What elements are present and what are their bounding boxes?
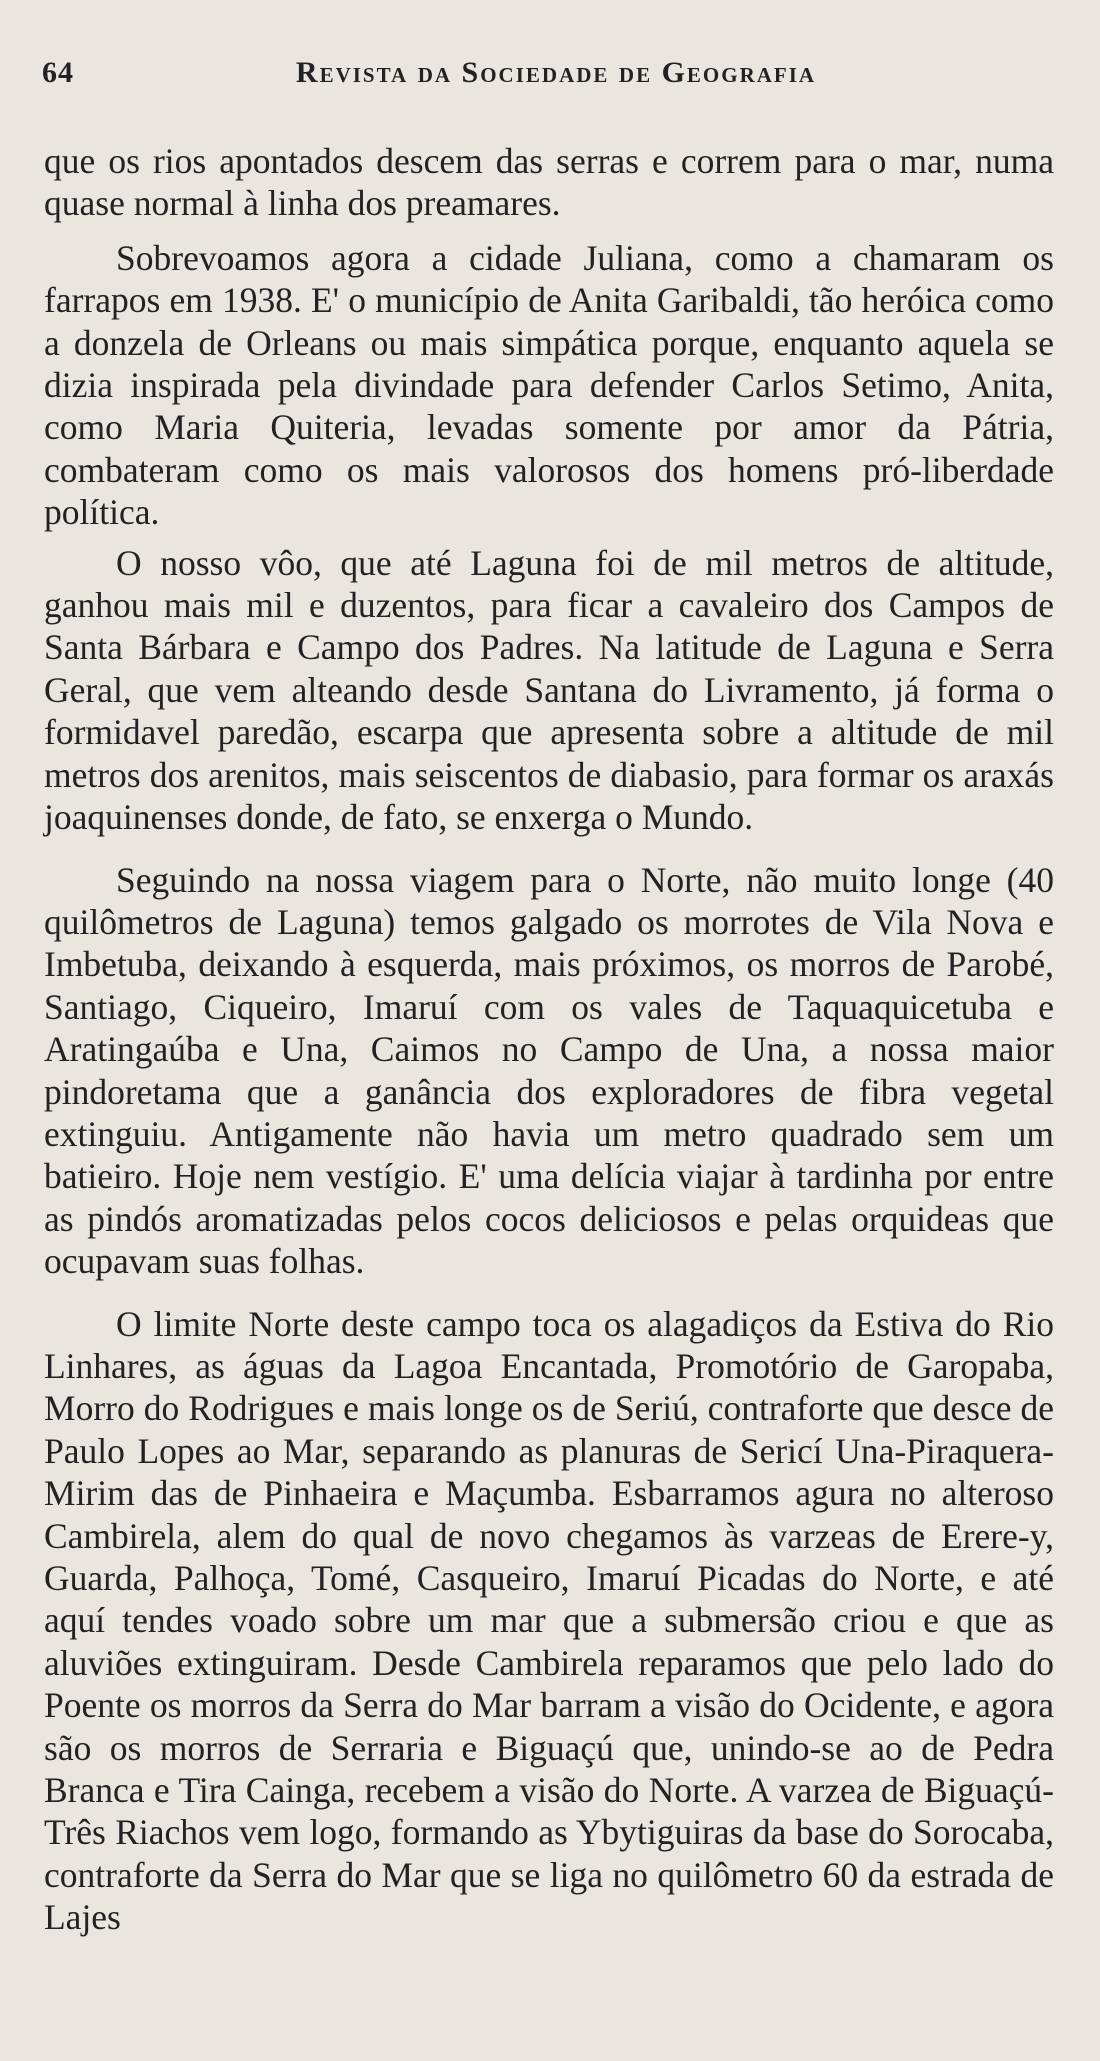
- paragraph-4: Seguindo na nossa viagem para o Norte, não muito longe (40 quilômetros de Laguna) temos galgado os morrotes de Vila Nova e Imbetuba, deixando à esquerda, mais próximos, os morros de Parobé, Santiago, Ciqueiro, Imaruí com os vales de Taquaquicetuba e Aratingaúba e Una, Caimos no Campo de Una, a nossa maior pindoretama que a ganância dos exploradores de fibra vegetal extinguiu. Antigamente não havia um metro quadrado sem um batieiro. Hoje nem vestígio. E' uma delícia viajar à tardinha por entre as pindós aromatizadas pelos cocos deliciosos e pelas orquideas que ocupavam suas folhas.: [44, 859, 1054, 1282]
- paragraph-5: O limite Norte deste campo toca os alagadiços da Estiva do Rio Linhares, as águas da Lagoa Encantada, Promotório de Garopaba, Morro do Rodrigues e mais longe os de Seriú, contraforte que desce de Paulo Lopes ao Mar, separando as planuras de Sericí Una-Piraquera-Mirim das de Pinhaeira e Maçumba. Esbarramos agura no alteroso Cambirela, alem do qual de novo chegamos às varzeas de Erere-y, Guarda, Palhoça, Tomé, Casqueiro, Imaruí Picadas do Norte, e até aquí tendes voado sobre um mar que a submersão criou e que as aluviões extinguiram. Desde Cambirela reparamos que pelo lado do Poente os morros da Serra do Mar barram a visão do Ocidente, e agora são os morros de Serraria e Biguaçú que, unindo-se ao de Pedra Branca e Tira Cainga, recebem a visão do Norte. A varzea de Biguaçú-Três Riachos vem logo, formando as Ybytiguiras da base do Sorocaba, contraforte da Serra do Mar que se liga no quilômetro 60 da estrada de Lajes: [44, 1303, 1054, 1938]
- page-header: [42, 56, 1040, 96]
- paragraph-3: O nosso vôo, que até Laguna foi de mil metros de altitude, ganhou mais mil e duzentos, para ficar a cavaleiro dos Campos de Santa Bárbara e Campo dos Padres. Na latitude de Laguna e Serra Geral, que vem alteando desde Santana do Livramento, já forma o formidavel paredão, escarpa que apresenta sobre a altitude de mil metros dos arenitos, mais seiscentos de diabasio, para formar os araxás joaquinenses donde, de fato, se enxerga o Mundo.: [44, 542, 1054, 838]
- body-text: [44, 140, 1054, 1939]
- page-number: 64: [42, 56, 74, 89]
- paragraph-1: que os rios apontados descem das serras e correm para o mar, numa quase normal à linha dos preamares.: [44, 141, 1054, 224]
- paragraph-2: Sobrevoamos agora a cidade Juliana, como a chamaram os farrapos em 1938. E' o município de Anita Garibaldi, tão heróica como a donzela de Orleans ou mais simpática porque, enquanto aquela se dizia inspirada pela divindade para defender Carlos Setimo, Anita, como Maria Quiteria, levadas somente por amor da Pátria, combateram como os mais valorosos dos homens pró-liberdade política.: [44, 237, 1054, 533]
- running-title: Revista da Sociedade de Geografia: [295, 56, 817, 89]
